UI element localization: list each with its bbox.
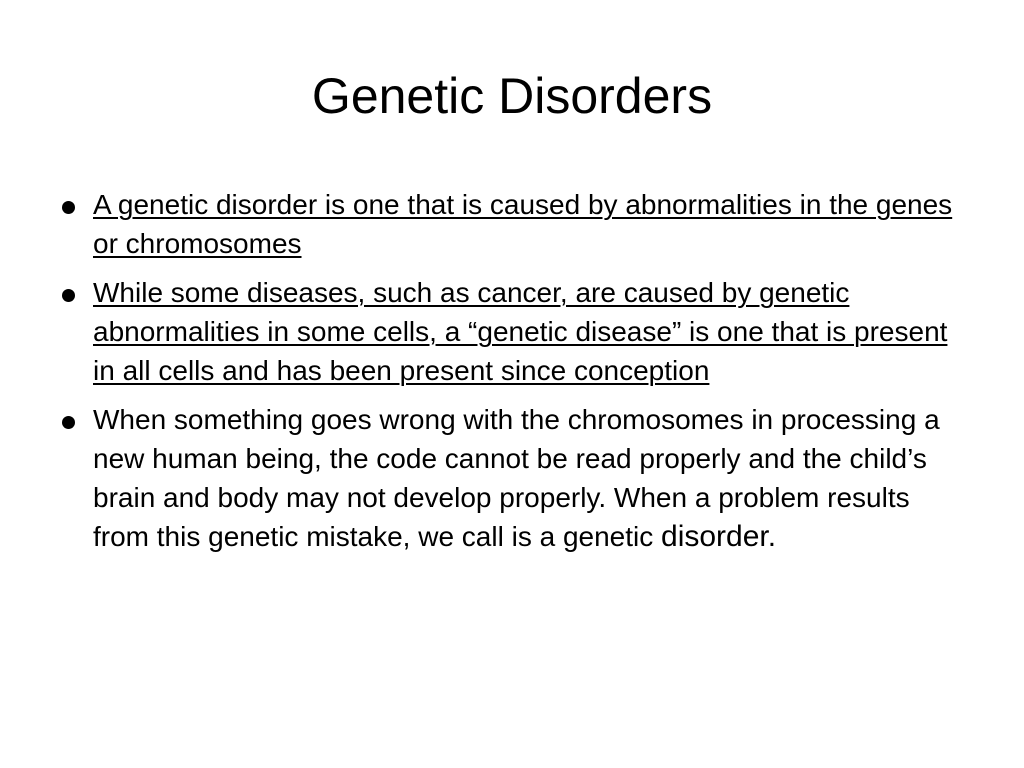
bullet-icon <box>62 201 75 214</box>
bullet-icon <box>62 416 75 429</box>
bullet-text: When something goes wrong with the chromosomes in processing a new human being, the code cannot be read properly and the child’s brain and body may not develop properly. When a problem results from this genetic mistake, we call is a genetic <box>93 404 940 552</box>
bullet-item <box>58 185 958 263</box>
bullet-item <box>58 400 958 556</box>
bullet-text-tail: disorder. <box>661 520 777 553</box>
bullet-text: A genetic disorder is one that is caused by abnormalities in the genes or chromosomes <box>93 189 953 259</box>
bullet-icon <box>62 289 75 302</box>
bullet-text: While some diseases, such as cancer, are caused by genetic abnormalities in some cells, a “genetic disease” is one that is present in all cells and has been present since conception <box>93 277 948 386</box>
slide-title: Genetic Disorders <box>311 68 713 124</box>
bullet-list <box>58 185 958 566</box>
bullet-item <box>58 273 958 390</box>
